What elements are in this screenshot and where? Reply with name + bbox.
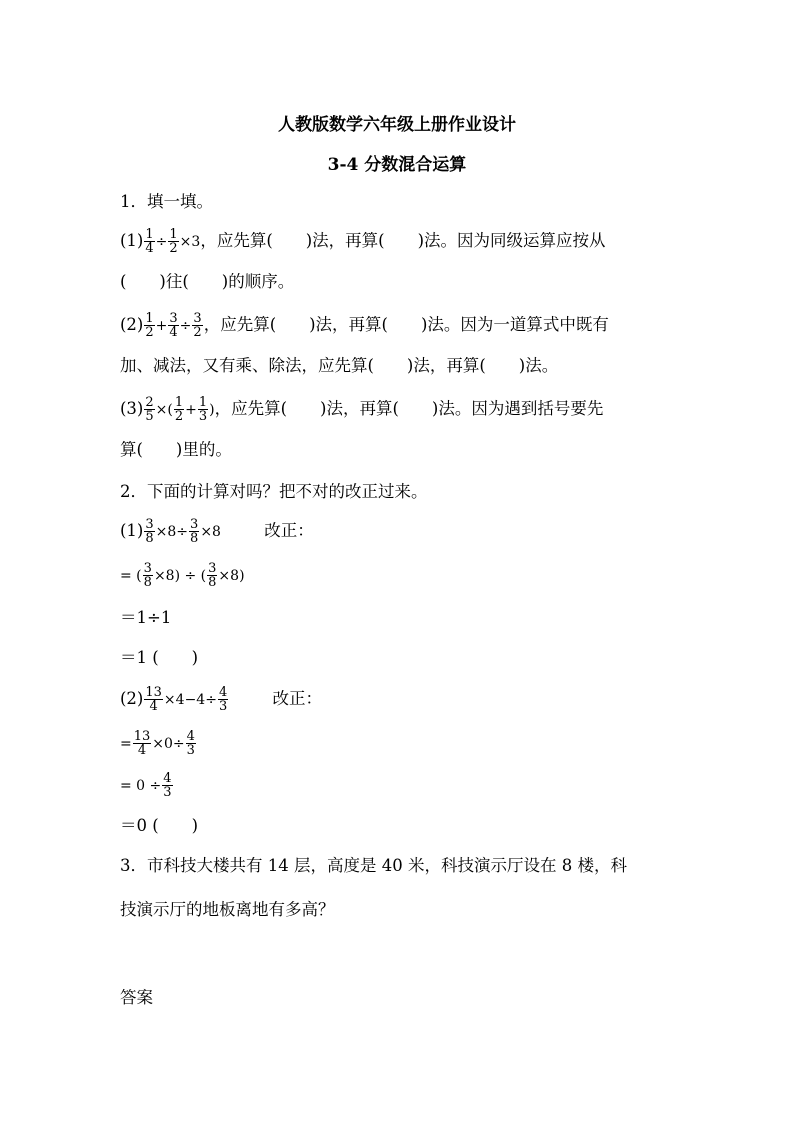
q2-part1-step3: ＝1÷1: [120, 608, 172, 627]
q2-part2-expr: (2) $\frac{13}{4}$ ×4−4÷ $\frac{4}{3}$ 改正：: [120, 685, 322, 714]
fraction: $\frac{3}{2}$: [193, 311, 202, 340]
fraction: $\frac{13}{4}$: [145, 685, 162, 714]
page-title: 人教版数学六年级上册作业设计: [278, 115, 516, 135]
fraction: $\frac{4}{3}$: [218, 685, 228, 714]
q1-heading: 1．填一填。: [120, 192, 213, 211]
correction-label: 改正：: [264, 521, 314, 540]
q2-heading: 2．下面的计算对吗？把不对的改正过来。: [120, 482, 428, 501]
q3-line2: 技演示厅的地板离地有多高？: [120, 900, 335, 919]
correction-label: 改正：: [272, 689, 322, 708]
q1-part1-line1: (1) $\frac{1}{4}$ ÷ $\frac{1}{2}$ ×3，应先算( )法，再算( )法。因为同级运算应按从: [120, 227, 606, 256]
answer-heading: 答案: [120, 988, 153, 1007]
fraction: $\frac{3}{4}$: [169, 311, 178, 340]
fraction: $\frac{3}{8}$: [190, 517, 199, 546]
q2-part1-step2: = ( $\frac{3}{8}$ ×8) ÷ ( $\frac{3}{8}$ ×8): [120, 561, 245, 590]
label: (1): [120, 231, 144, 250]
fraction: $\frac{1}{2}$: [174, 395, 184, 424]
q2-part1-expr: (1) $\frac{3}{8}$ ×8÷ $\frac{3}{8}$ ×8 改正：: [120, 517, 314, 546]
fraction: $\frac{1}{2}$: [145, 311, 154, 340]
q1-part2-line1: (2) $\frac{1}{2}$ + $\frac{3}{4}$ ÷ $\frac{3}{2}$ ，应先算( )法，再算( )法。因为一道算式中既有: [120, 311, 609, 340]
fraction: $\frac{2}{5}$: [145, 395, 154, 424]
fraction: $\frac{1}{3}$: [198, 395, 208, 424]
fraction: $\frac{13}{4}$: [133, 729, 151, 758]
q1-part3-line2: 算( )里的。: [120, 440, 232, 459]
q1-part3-line1: (3) $\frac{2}{5}$ ×( $\frac{1}{2}$ + $\frac{1}{3}$ )，应先算( )法，再算( )法。因为遇到括号要先: [120, 395, 604, 424]
q3-line1: 3．市科技大楼共有 14 层，高度是 40 米，科技演示厅设在 8 楼，科: [120, 856, 627, 875]
fraction: $\frac{4}{3}$: [186, 729, 195, 758]
page-subtitle: 3-4 分数混合运算: [327, 155, 467, 175]
q2-part1-step4: ＝1 ( ): [120, 648, 199, 667]
fraction: $\frac{3}{8}$: [143, 561, 152, 590]
text: ，应先算( )法，再算( )法。因为同级运算应按从: [200, 231, 606, 250]
q2-part2-step3: = 0 ÷ $\frac{4}{3}$: [120, 771, 172, 800]
fraction: $\frac{3}{8}$: [208, 561, 217, 590]
q1-part1-line2: ( )往( )的顺序。: [120, 272, 295, 291]
fraction: $\frac{3}{8}$: [145, 517, 154, 546]
q1-part2-line2: 加、减法，又有乘、除法，应先算( )法，再算( )法。: [120, 356, 559, 375]
q2-part2-step2: = $\frac{13}{4}$ ×0÷ $\frac{4}{3}$: [120, 729, 195, 758]
fraction: $\frac{4}{3}$: [163, 771, 172, 800]
fraction: $\frac{1}{4}$: [145, 227, 154, 256]
q2-part2-step4: ＝0 ( ): [120, 816, 199, 835]
fraction: $\frac{1}{2}$: [169, 227, 178, 256]
